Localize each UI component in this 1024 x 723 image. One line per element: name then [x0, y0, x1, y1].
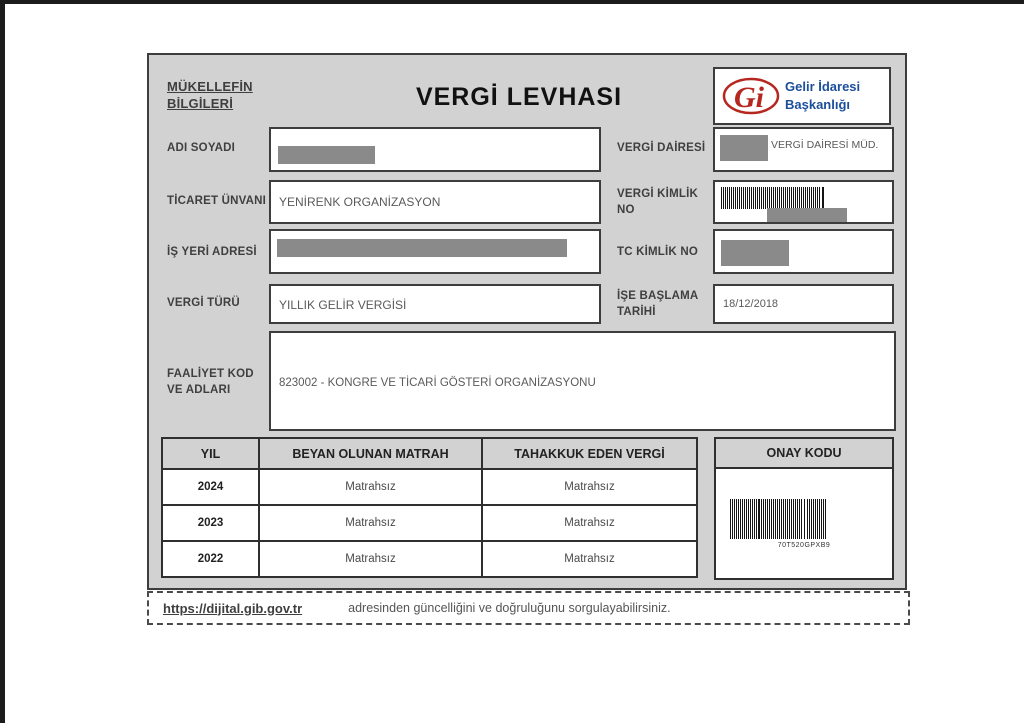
field-faaliyet-kod: [269, 331, 896, 431]
label-vergi-kimlik-no: VERGİ KİMLİK NO: [617, 188, 698, 216]
field-value: 18/12/2018: [723, 298, 779, 310]
cell-matrah: Matrahsız: [259, 505, 482, 541]
gib-logo: [713, 67, 891, 125]
onay-kodu-box: [714, 437, 894, 580]
col-header-vergi: TAHAKKUK EDEN VERGİ: [482, 438, 697, 469]
svg-text:Gi: Gi: [734, 81, 764, 114]
field-vergi-dairesi: [713, 127, 894, 172]
field-ise-baslama-tarihi: [713, 284, 894, 324]
label-ise-baslama-tarihi: İŞE BAŞLAMA TARİHİ: [617, 290, 698, 318]
field-value: YENİRENK ORGANİZASYON: [279, 195, 441, 209]
table-row: [162, 505, 697, 541]
verification-url-link[interactable]: https://dijital.gib.gov.tr: [163, 600, 303, 616]
cell-matrah: Matrahsız: [259, 469, 482, 505]
field-value: YILLIK GELİR VERGİSİ: [279, 298, 407, 312]
label-vergi-turu: VERGİ TÜRÜ: [167, 297, 240, 309]
field-ticaret-unvani: [269, 180, 601, 224]
table-row: [162, 469, 697, 505]
field-value: 823002 - KONGRE VE TİCARİ GÖSTERİ ORGANİZASYONU: [279, 377, 596, 389]
redacted-value: [767, 208, 847, 222]
logo-org-line1: Gelir İdaresi: [785, 78, 861, 94]
verification-footer: [147, 591, 910, 625]
page-edge-left: [0, 0, 5, 723]
label-is-yeri-adresi: İŞ YERİ ADRESİ: [167, 246, 257, 258]
label-ticaret-unvani: TİCARET ÜNVANI: [167, 195, 267, 207]
label-adi-soyadi: ADI SOYADI: [167, 142, 236, 154]
verification-note: adresinden güncelliğini ve doğruluğunu sorgulayabilirsiniz.: [348, 601, 671, 615]
field-value: VERGİ DAİRESİ MÜD.: [771, 139, 879, 151]
table-row: [162, 541, 697, 577]
gib-emblem-icon: [721, 73, 781, 119]
field-is-yeri-adresi: [269, 229, 601, 274]
cell-vergi: Matrahsız: [482, 505, 697, 541]
col-header-yil: YIL: [162, 438, 259, 469]
logo-org-line2: Başkanlığı: [785, 97, 851, 112]
cell-vergi: Matrahsız: [482, 541, 697, 577]
field-vergi-kimlik-no: [713, 180, 894, 224]
field-vergi-turu: [269, 284, 601, 324]
field-adi-soyadi: [269, 127, 601, 172]
cell-year: 2022: [162, 541, 259, 577]
col-header-matrah: BEYAN OLUNAN MATRAH: [259, 438, 482, 469]
onay-kodu-value: 70T520GPXB9: [777, 542, 831, 549]
cell-year: 2023: [162, 505, 259, 541]
redacted-value: [721, 240, 789, 266]
redacted-value: [278, 146, 375, 164]
assessment-table: [161, 437, 698, 578]
page-edge-top: [0, 0, 1024, 4]
onay-kodu-barcode: [730, 499, 880, 539]
redacted-value: [720, 135, 768, 161]
cell-year: 2024: [162, 469, 259, 505]
redacted-value: [277, 239, 567, 257]
taxpayer-info-heading: MÜKELLEFİN BİLGİLERİ: [167, 79, 253, 111]
label-tc-kimlik-no: TC KİMLİK NO: [617, 246, 698, 258]
field-tc-kimlik-no: [713, 229, 894, 274]
label-faaliyet-kod: FAALİYET KOD VE ADLARI: [167, 368, 254, 396]
onay-kodu-heading: ONAY KODU: [716, 439, 892, 469]
vergi-kimlik-barcode: [721, 187, 887, 209]
vergi-levhasi-document: [147, 53, 907, 590]
label-vergi-dairesi: VERGİ DAİRESİ: [617, 142, 706, 154]
table-header-row: [162, 438, 697, 469]
cell-matrah: Matrahsız: [259, 541, 482, 577]
cell-vergi: Matrahsız: [482, 469, 697, 505]
document-title: VERGİ LEVHASI: [415, 83, 623, 111]
